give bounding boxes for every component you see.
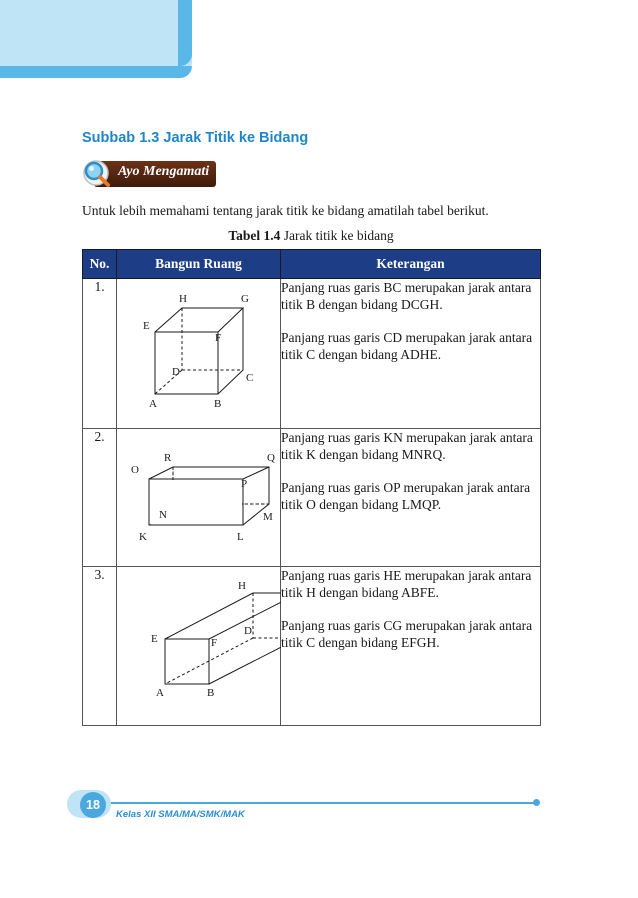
figure-cell <box>117 429 281 567</box>
rectangular-box-figure <box>117 429 281 562</box>
header-no: No. <box>83 250 117 279</box>
vertex-label: M <box>263 511 273 523</box>
description-text: Panjang ruas garis CG merupakan jarak antara titik C dengan bidang EFGH. <box>281 618 533 650</box>
vertex-label: C <box>246 372 254 384</box>
footer-book-title: Kelas XII SMA/MA/SMK/MAK <box>116 809 245 820</box>
magnifier-icon <box>80 158 114 192</box>
vertex-label: D <box>172 366 180 378</box>
vertex-label: A <box>156 687 164 699</box>
section-title: Subbab 1.3 Jarak Titik ke Bidang <box>82 130 309 146</box>
vertex-label: G <box>241 293 249 305</box>
ayo-mengamati-badge <box>80 158 216 192</box>
table-caption-number: Tabel 1.4 <box>228 228 281 243</box>
figure-cell <box>117 567 281 726</box>
table-row <box>83 429 541 567</box>
row-number: 2. <box>83 429 117 567</box>
vertex-label: A <box>149 398 157 410</box>
row-number: 1. <box>83 279 117 429</box>
vertex-label: E <box>143 320 150 332</box>
header-keterangan: Keterangan <box>281 250 541 279</box>
long-box-figure <box>117 567 281 721</box>
badge-label: Ayo Mengamati <box>118 164 210 179</box>
vertex-label: L <box>237 531 244 543</box>
distance-table <box>82 249 541 726</box>
vertex-label: Q <box>267 452 275 464</box>
vertex-label: D <box>244 625 252 637</box>
corner-tab-decoration <box>0 0 192 78</box>
description-text: Panjang ruas garis CD merupakan jarak antara titik C dengan bidang ADHE. <box>281 330 533 362</box>
vertex-label: H <box>179 293 187 305</box>
vertex-label: B <box>214 398 222 410</box>
description-cell <box>281 279 541 429</box>
table-caption-text: Jarak titik ke bidang <box>283 228 394 243</box>
vertex-label: K <box>139 531 147 543</box>
description-cell <box>281 429 541 567</box>
description-text: Panjang ruas garis BC merupakan jarak antara titik B dengan bidang DCGH. <box>281 280 532 312</box>
header-bangun-ruang: Bangun Ruang <box>117 250 281 279</box>
page-number: 18 <box>80 792 106 818</box>
vertex-label: P <box>241 478 248 490</box>
vertex-label: F <box>215 332 222 344</box>
cube-figure <box>117 279 281 424</box>
table-row <box>83 567 541 726</box>
description-text: Panjang ruas garis KN merupakan jarak antara titik K dengan bidang MNRQ. <box>281 430 533 462</box>
vertex-label: E <box>151 633 158 645</box>
footer-rule-dot <box>533 799 540 806</box>
intro-text: Untuk lebih memahami tentang jarak titik ke bidang amatilah tabel berikut. <box>82 203 489 218</box>
description-cell <box>281 567 541 726</box>
description-text: Panjang ruas garis HE merupakan jarak antara titik H dengan bidang ABFE. <box>281 568 532 600</box>
figure-cell <box>117 279 281 429</box>
table-caption <box>82 228 540 244</box>
vertex-label: O <box>131 464 139 476</box>
row-number: 3. <box>83 567 117 726</box>
table-header-row <box>83 250 541 279</box>
vertex-label: N <box>159 509 167 521</box>
vertex-label: F <box>211 637 218 649</box>
footer-rule <box>104 802 536 804</box>
vertex-label: R <box>164 452 172 464</box>
table-row <box>83 279 541 429</box>
description-text: Panjang ruas garis OP merupakan jarak antara titik O dengan bidang LMQP. <box>281 480 531 512</box>
vertex-label: H <box>238 580 246 592</box>
vertex-label: B <box>207 687 215 699</box>
